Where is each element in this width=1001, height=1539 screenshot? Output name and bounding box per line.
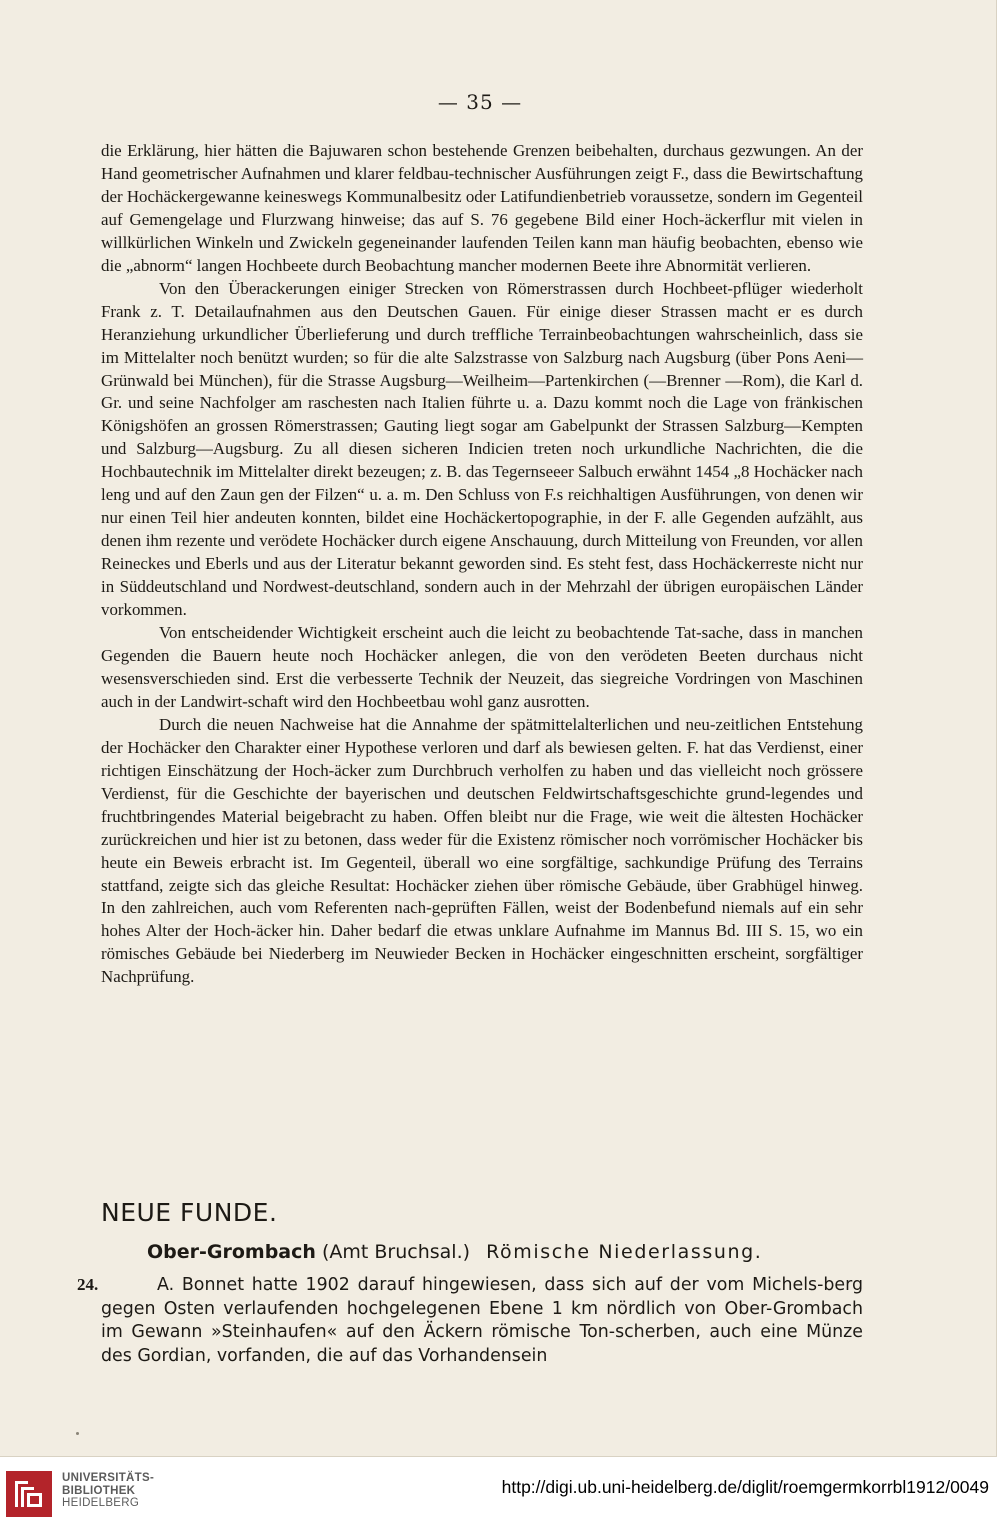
find-number: 24. [77,1275,99,1294]
library-logo-icon[interactable] [6,1471,52,1517]
library-line-3: HEIDELBERG [62,1497,140,1509]
library-name[interactable] [62,1472,154,1510]
find-kind: Römische Niederlassung. [486,1241,763,1263]
page-number: — 35 — [437,90,523,114]
find-text: A. Bonnet hatte 1902 darauf hingewiesen, dass sich auf der vom Michels-berg gegen Osten verlaufenden hochgelegenen Ebene 1 km nördlich von Ober-Grombach im Gewann »Steinhaufen« auf den Äckern römische Ton-scherben, auch eine Münze des Gordian, vorfanden, die auf das Vorhandensein [101,1275,863,1366]
section-heading: NEUE FUNDE. [101,1198,278,1227]
library-line-1: UNIVERSITÄTS- [62,1472,155,1484]
find-district: (Amt Bruchsal.) [321,1241,471,1263]
find-subheading [147,1241,867,1263]
footer-bar [0,1461,1001,1539]
paragraph-3: Von entscheidender Wichtigkeit erscheint auch die leicht zu beobachtende Tat-sache, dass in manchen Gegenden die Bauern heute noch Hochäcker anlegen, die von den verödeten Beeten durchaus nicht wesensverschieden sind. Erst die verbesserte Technik der Neuzeit, das siegreiche Vordringen von Maschinen auch in der Landwirt-schaft wird den Hochbeetbau wohl ganz ausrotten. [101,623,863,711]
review-text [101,140,863,989]
paragraph-1: die Erklärung, hier hätten die Bajuwaren schon bestehende Grenzen beibehalten, durchaus gezwungen. An der Hand geometrischer Aufnahmen und klarer feldbau-technischer Ausführungen zeigt F., dass die Bewirtschaftung der Hochäckergewanne keineswegs Kommunalbesitz oder Latifundienbetrieb voraussetze, sondern im Gegenteil auf Gemengelage und Flurzwang hinweise; das auf S. 76 gegebene Bild einer Hoch-äckerflur mit vielen in willkürlichen Winkeln und Zwickeln gegeneinander laufenden Teilen kann man häufig beobachten, ebenso wie die „abnorm“ langen Hochbeete durch Beobachtung mancher modernen Beete ihre Abnormität verlieren. [101,141,863,275]
paragraph-4: Durch die neuen Nachweise hat die Annahme der spätmittelalterlichen und neu-zeitlichen Entstehung der Hochäcker den Charakter einer Hypothese verloren und darf als bewiesen gelten. F. hat das Verdienst, einer richtigen Einschätzung der Hoch-äcker zum Durchbruch verholfen zu haben und das vielleicht noch grössere Verdienst, für die Geschichte der bayerischen und deutschen Feldwirtschaftsgeschichte grund-legendes und fruchtbringendes Material beigebracht zu haben. Offen bleibt nur die Frage, wie weit die ältesten Hochäcker zurückreichen und hier ist zu betonen, dass weder für die Existenz römischer noch vorrömischer Hochäcker bis heute ein Beweis erbracht ist. Im Gegenteil, überall wo eine sorgfältige, sachkundige Prüfung des Terrains stattfand, zeigte sich das gleiche Resultat: Hochäcker ziehen über römische Gebäude, über Grabhügel hinweg. In den zahlreichen, auch vom Referenten nach-geprüften Fällen, weist der Bodenbefund niemals auf ein sehr hohes Alter der Hoch-äcker hin. Daher bedarf die etwas unklare Aufnahme im Mannus Bd. III S. 15, wo ein römisches Gebäude bei Niederberg im Neuwieder Becken in Hochäcker eingeschnitten erscheint, sorgfältiger Nachprüfung. [101,714,863,987]
paragraph-2: Von den Überackerungen einiger Strecken von Römerstrassen durch Hochbeet-pflüger wiederholt Frank z. T. Detailaufnahmen aus den Deutschen Gauen. Für einige dieser Strassen macht er es durch Heranziehung urkundlicher Überlieferung und durch treffliche Terrainbeobachtungen wahrscheinlich, dass sie im Mittelalter noch benützt wurden; so für die alte Salzstrasse von Salzburg nach Augsburg (über Pons Aeni—Grünwald bei München), für die Strasse Augsburg—Weilheim—Partenkirchen (—Brenner —Rom), die Karl d. Gr. und seine Nachfolger am raschesten nach Italien führte u. a. Dazu kommt noch die Lage von fränkischen Königshöfen an grossen Römerstrassen; Gauting liegt sogar am Gabelpunkt der Strassen Salzburg—Kempten und Salzburg—Augsburg. Zu all diesen sicheren Indicien treten noch urkundliche Nachrichten, die die Hochbautechnik im Mittelalter direkt bezeugen; z. B. das Tegernseeer Salbuch erwähnt 1454 „8 Hochäcker nach leng und auf den Zaun gen der Filzen“ u. a. m. Den Schluss von F.s reichhaltigen Ausführungen, von denen wir nur einen Teil hier andeuten konnten, bildet eine Hochäckertopographie, in der F. alle Gegenden aufzählt, aus denen ihm rezente und verödete Hochäcker durch eigene Anschauung, durch Mitteilung von Freunden, vor allen Reineckes und Eberls und aus der Literatur bekannt geworden sind. Es steht fest, dass Hochäckerreste nicht nur in Süddeutschland und Nordwest-deutschland, sondern auch in der Mehrzahl der übrigen europäischen Länder vorkommen. [101,278,863,620]
source-url-link[interactable]: http://digi.ub.uni-heidelberg.de/diglit/roemgermkorrbl1912/0049 [501,1477,989,1497]
library-line-2: BIBLIOTHEK [62,1484,136,1497]
scan-speck [76,1432,79,1435]
find-place: Ober-Grombach [147,1241,316,1263]
